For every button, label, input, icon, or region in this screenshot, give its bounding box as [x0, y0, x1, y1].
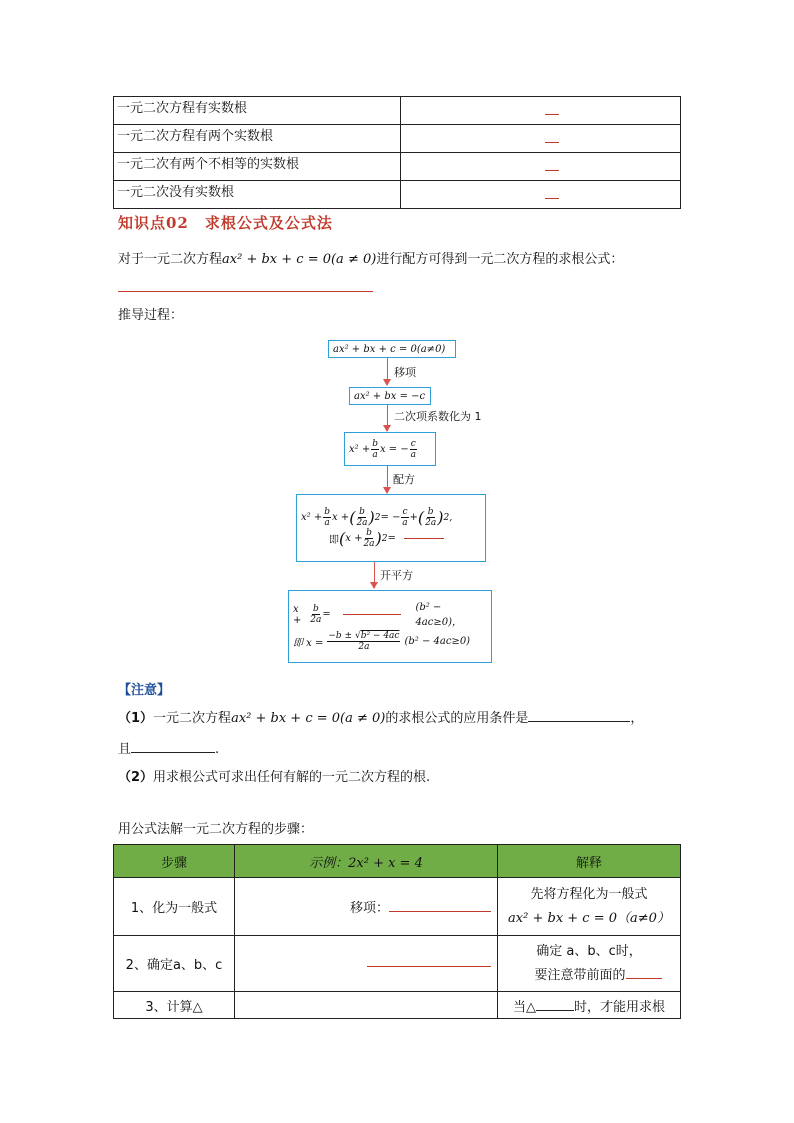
flow-box4-prefix: 即	[329, 535, 339, 546]
explain-cell	[498, 992, 681, 1019]
table-row	[114, 97, 681, 125]
table-row	[114, 125, 681, 153]
table-row	[114, 992, 681, 1019]
flow-step-2: 二次项系数化为 1	[394, 410, 482, 423]
condition-cell: 一元二次没有实数根	[114, 181, 401, 209]
flow-box4-blank[interactable]	[404, 538, 444, 539]
explain-line-2: ax² + bx + c = 0（a≠0）	[508, 910, 670, 926]
explain-line-1: 先将方程化为一般式	[530, 886, 648, 902]
flow-box-4: x² + $\frac{b}{a}$ x + ( $\frac{b}{2a}$ ) 2 = − $\frac{c}{a}$ + ( $\frac{b}{2a}$ ) 2 , 即 ( x + $\frac{b}{2a}$ ) 2 =	[296, 494, 486, 562]
flow-box5-prefix: 即 x =	[293, 637, 324, 649]
note-1-equation: ax² + bx + c = 0(a ≠ 0)	[231, 711, 386, 726]
explain-blank[interactable]	[626, 978, 662, 979]
flow-step-1: 移项	[394, 366, 416, 379]
section-name: 求根公式及公式法	[204, 214, 333, 232]
condition-cell: 一元二次方程有两个实数根	[114, 125, 401, 153]
flow-arrow-4	[374, 562, 375, 588]
flow-box-2: ax² + bx = −c	[349, 387, 431, 405]
note-1-end: ，	[630, 711, 644, 726]
note-1	[118, 707, 643, 726]
root-condition-table	[113, 96, 681, 209]
flow-box-1: ax² + bx + c = 0(a≠0)	[328, 340, 456, 358]
example-cell	[235, 878, 498, 936]
intro-text-after: 进行配方可得到一元二次方程的求根公式：	[376, 252, 624, 267]
derive-label: 推导过程：	[118, 308, 184, 323]
header-explain: 解释	[498, 845, 681, 878]
table-row	[114, 936, 681, 992]
answer-blank[interactable]	[545, 114, 559, 115]
example-cell	[235, 992, 498, 1019]
note-2-text: 用求根公式可求出任何有解的一元二次方程的根.	[153, 770, 431, 785]
explain-cell	[498, 878, 681, 936]
flow-box-3: x² + $\frac{b}{a}$ x = − $\frac{c}{a}$	[344, 432, 436, 466]
step-cell: 2、确定a、b、c	[114, 936, 235, 992]
note-1-prefix: （1）	[118, 711, 154, 726]
table-row	[114, 878, 681, 936]
note-1-line-2	[118, 738, 219, 757]
explain-text-2: 时，才能用求根	[573, 999, 665, 1015]
intro-paragraph	[118, 248, 623, 267]
note-2-prefix: （2）	[118, 770, 154, 785]
answer-blank[interactable]	[545, 198, 559, 199]
explain-blank[interactable]	[536, 1010, 574, 1011]
section-title	[118, 212, 333, 233]
note-1-line2-end: .	[215, 742, 220, 757]
example-blank[interactable]	[389, 911, 491, 912]
table-header-row	[114, 845, 681, 878]
condition-cell: 一元二次方程有实数根	[114, 97, 401, 125]
step-cell: 3、计算△	[114, 992, 235, 1019]
flow-box5-condition-2: (b² − 4ac≥0)	[404, 635, 471, 647]
flow-box5-blank[interactable]	[343, 614, 402, 615]
answer-cell	[401, 97, 681, 125]
step-cell: 1、化为一般式	[114, 878, 235, 936]
flow-arrow-3	[387, 466, 388, 493]
flow-step-4: 开平方	[380, 569, 413, 582]
example-blank[interactable]	[367, 966, 491, 967]
example-label: 移项：	[349, 901, 389, 916]
note-1-line2-prefix: 且	[118, 742, 132, 757]
intro-equation: ax² + bx + c = 0(a ≠ 0)	[222, 252, 377, 267]
table-row	[114, 153, 681, 181]
intro-text-before: 对于一元二次方程	[118, 252, 223, 267]
note-2	[118, 766, 430, 785]
explain-cell	[498, 936, 681, 992]
answer-blank[interactable]	[545, 170, 559, 171]
answer-blank[interactable]	[545, 142, 559, 143]
note-1-blank[interactable]	[528, 721, 630, 722]
steps-title: 用公式法解一元二次方程的步骤：	[118, 822, 314, 837]
flow-box5-condition: (b² − 4ac≥0)，	[415, 601, 463, 628]
example-cell	[235, 936, 498, 992]
header-example: 示例：2x² + x = 4	[235, 845, 498, 878]
note-1-line2-blank[interactable]	[131, 752, 215, 753]
table-row	[114, 181, 681, 209]
condition-cell: 一元二次有两个不相等的实数根	[114, 153, 401, 181]
flow-arrow-2	[387, 405, 388, 431]
flow-box-5: x + $\frac{b}{2a}$ = (b² − 4ac≥0)， 即 x = $\frac{\text{−b ± √b² − 4ac}}{2a}$ (b² − 4ac≥0)	[288, 590, 492, 663]
flow-step-3: 配方	[393, 473, 415, 486]
section-number: 知识点02	[118, 214, 189, 232]
answer-cell	[401, 153, 681, 181]
steps-table	[113, 844, 681, 1019]
flow-arrow-1	[387, 358, 388, 385]
note-1-text-b: 的求根公式的应用条件是	[385, 711, 529, 726]
explain-line-2: 要注意带前面的	[534, 967, 626, 983]
answer-cell	[401, 125, 681, 153]
explain-line-1: 确定 a、b、c时，	[536, 943, 642, 959]
formula-answer-blank[interactable]	[118, 291, 373, 292]
header-step: 步骤	[114, 845, 235, 878]
explain-text-1: 当△	[512, 999, 536, 1015]
note-title: 【注意】	[118, 683, 171, 698]
note-1-text-a: 一元二次方程	[153, 711, 232, 726]
answer-cell	[401, 181, 681, 209]
